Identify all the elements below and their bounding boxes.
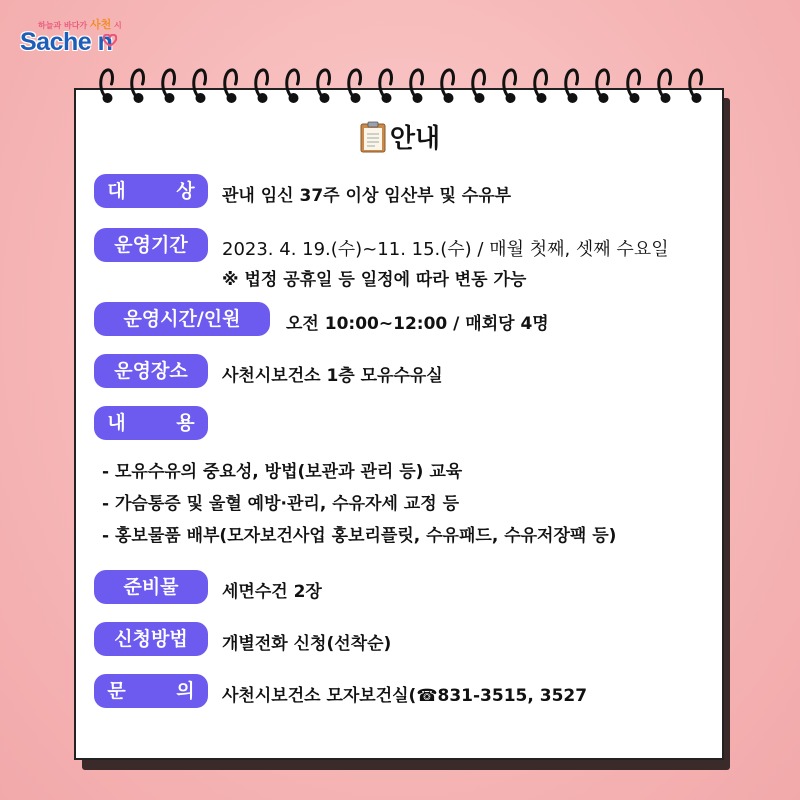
spiral-ring bbox=[318, 70, 330, 103]
spiral-ring bbox=[690, 70, 702, 103]
spiral-ring bbox=[256, 70, 268, 103]
value-period: 2023. 4. 19.(수)~11. 15.(수) / 매월 첫째, 셋째 수요일 bbox=[222, 239, 669, 260]
value-period-note: ※ 법정 공휴일 등 일정에 따라 변동 가능 bbox=[222, 270, 527, 290]
label-content: 내 용 bbox=[94, 406, 208, 440]
spiral-ring bbox=[101, 70, 113, 103]
content-item: - 모유수유의 중요성, 방법(보관과 관리 등) 교육 bbox=[102, 462, 463, 482]
title-text: 안내 bbox=[389, 124, 441, 154]
spiral-ring bbox=[442, 70, 454, 103]
value-target: 관내 임신 37주 이상 임산부 및 수유부 bbox=[222, 186, 512, 206]
label-period: 운영기간 bbox=[94, 228, 208, 262]
spiral-ring bbox=[504, 70, 516, 103]
page-title bbox=[0, 118, 800, 155]
spiral-ring bbox=[597, 70, 609, 103]
logo-tagline: 하늘과 바다가 사천 시 bbox=[38, 18, 122, 31]
value-time: 오전 10:00~12:00 / 매회당 4명 bbox=[286, 314, 549, 334]
spiral-ring bbox=[535, 70, 547, 103]
label-apply: 신청방법 bbox=[94, 622, 208, 656]
clipboard-icon bbox=[360, 121, 386, 153]
spiral-ring bbox=[132, 70, 144, 103]
spiral-ring bbox=[566, 70, 578, 103]
label-place: 운영장소 bbox=[94, 354, 208, 388]
logo-wordmark: Sache n bbox=[20, 28, 113, 56]
value-prep: 세면수건 2장 bbox=[222, 582, 322, 602]
label-time: 운영시간/인원 bbox=[94, 302, 270, 336]
spiral-ring bbox=[380, 70, 392, 103]
content-item: - 홍보물품 배부(모자보건사업 홍보리플릿, 수유패드, 수유저장팩 등) bbox=[102, 526, 617, 546]
label-prep: 준비물 bbox=[94, 570, 208, 604]
sacheon-logo bbox=[20, 14, 130, 56]
spiral-ring bbox=[473, 70, 485, 103]
spiral-ring bbox=[349, 70, 361, 103]
value-apply: 개별전화 신청(선착순) bbox=[222, 634, 392, 654]
label-contact: 문 의 bbox=[94, 674, 208, 708]
heart-icon bbox=[103, 34, 117, 48]
content-item: - 가슴통증 및 울혈 예방·관리, 수유자세 교정 등 bbox=[102, 494, 459, 514]
label-target: 대 상 bbox=[94, 174, 208, 208]
spiral-ring bbox=[225, 70, 237, 103]
spiral-ring bbox=[194, 70, 206, 103]
value-place: 사천시보건소 1층 모유수유실 bbox=[222, 366, 443, 386]
spiral-ring bbox=[628, 70, 640, 103]
spiral-ring bbox=[411, 70, 423, 103]
spiral-ring bbox=[163, 70, 175, 103]
value-contact: 사천시보건소 모자보건실(☎831-3515, 3527 bbox=[222, 686, 588, 706]
spiral-binding bbox=[92, 64, 712, 108]
spiral-ring bbox=[659, 70, 671, 103]
spiral-ring bbox=[287, 70, 299, 103]
